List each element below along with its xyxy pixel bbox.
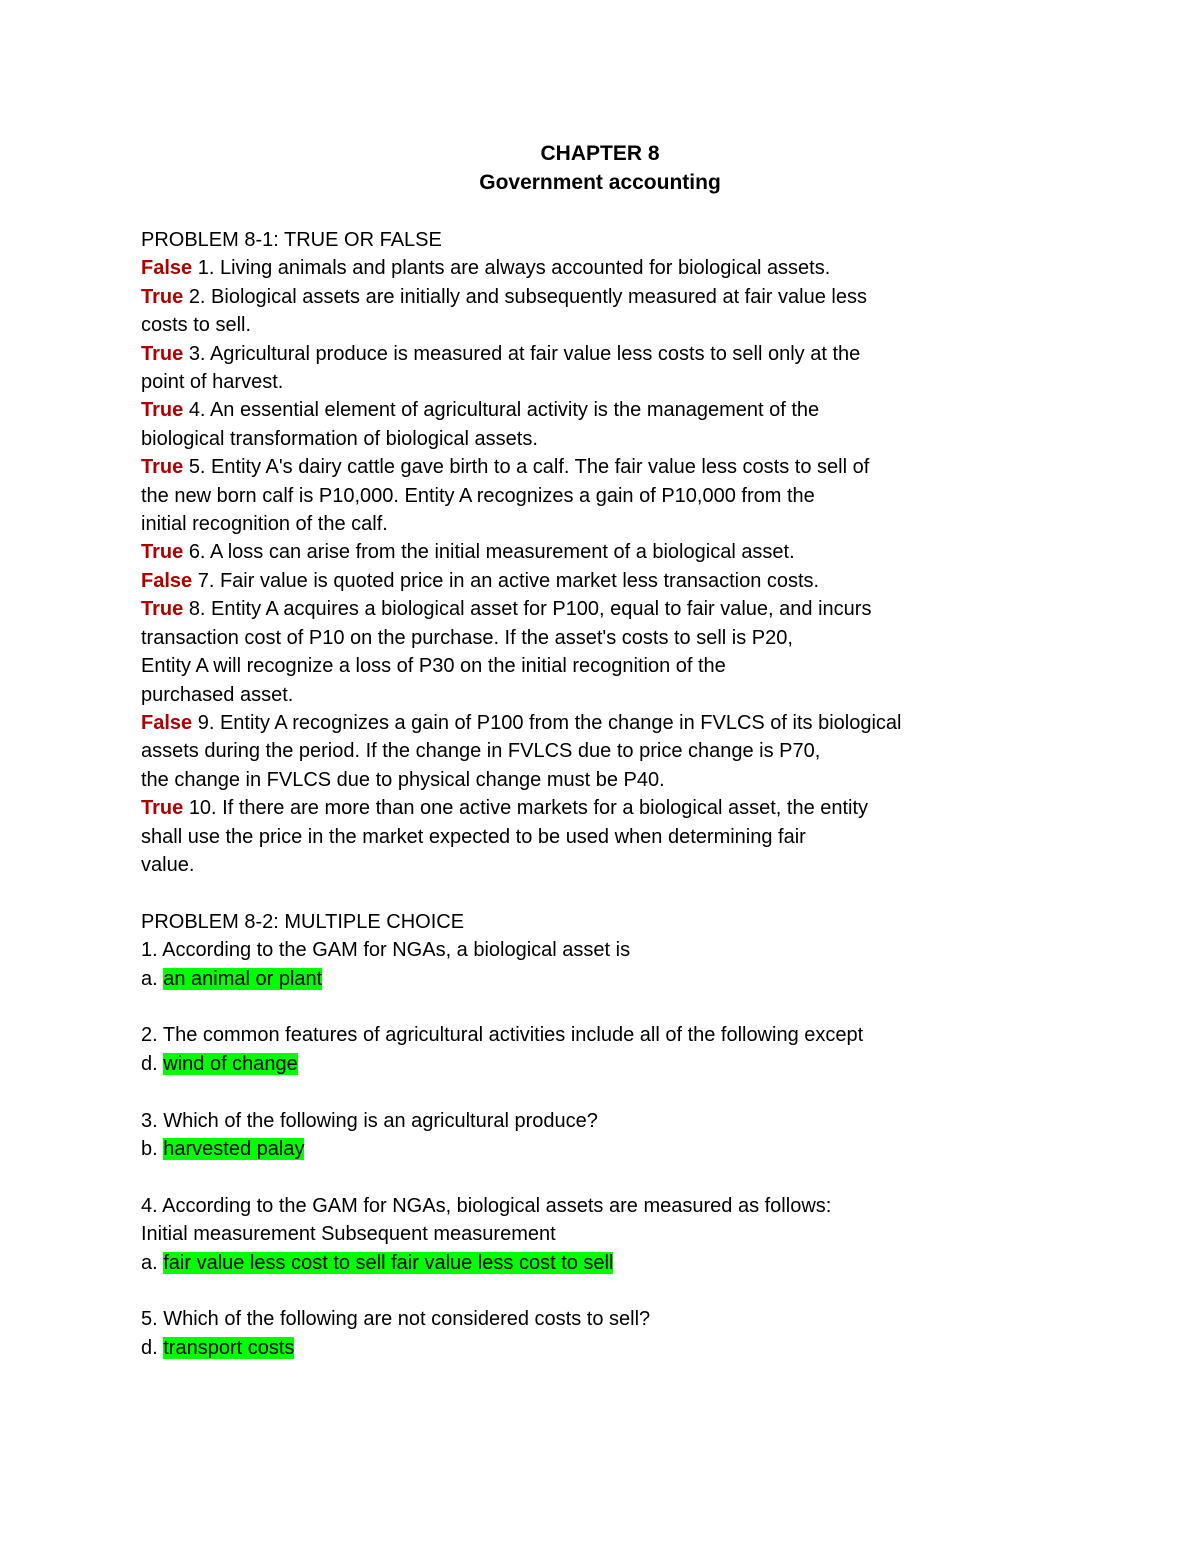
multiple-choice-item [141,1021,1041,1078]
problem-2-heading: PROBLEM 8-2: MULTIPLE CHOICE [141,910,465,933]
statement-text: 4. An essential element of agricultural activity is the management of the [188,399,820,422]
statement-text: biological transformation of biological assets. [141,427,538,450]
item-line [141,709,1041,737]
choice-letter: d. [141,1052,158,1075]
answer-label: True [141,598,184,621]
question-text: 3. Which of the following is an agricultural produce? [141,1109,598,1132]
statement-text: 10. If there are more than one active markets for a biological asset, the entity [188,797,869,820]
choice-letter: a. [141,1251,158,1274]
item-line [141,737,1041,765]
multiple-choice-item [141,1305,1041,1362]
question-text: 2. The common features of agricultural activities include all of the following except [141,1024,864,1047]
statement-text: value. [141,853,195,876]
multiple-choice-item [141,936,1041,993]
statement-text: transaction cost of P10 on the purchase. If the asset's costs to sell is P20, [141,626,793,649]
question-text: 4. According to the GAM for NGAs, biological assets are measured as follows: [141,1194,832,1217]
item-gap [141,1163,1041,1191]
answer-label: True [141,342,184,365]
item-line [141,453,1041,481]
item-line [141,311,1041,339]
statement-text: 7. Fair value is quoted price in an active market less transaction costs. [197,569,820,592]
statement-text: assets during the period. If the change in FVLCS due to price change is P70, [141,740,821,763]
item-line [141,396,1041,424]
answer-label: True [141,541,184,564]
item-line [141,624,1041,652]
item-line [141,283,1041,311]
true-false-item [141,709,1041,794]
true-false-item [141,794,1041,879]
chapter-title: CHAPTER 8 [540,142,660,165]
statement-text: point of harvest. [141,371,284,394]
item-line [141,681,1041,709]
true-false-item [141,538,1041,566]
subject-title: Government accounting [479,170,721,194]
highlighted-answer: fair value less cost to sell fair value less cost to sell [163,1251,614,1274]
answer-label: True [141,285,184,308]
item-line [141,254,1041,282]
statement-text: Entity A will recognize a loss of P30 on the initial recognition of the [141,655,726,678]
question-text: Initial measurement Subsequent measurement [141,1223,556,1246]
true-false-item [141,595,1041,709]
item-line [141,851,1041,879]
statement-text: 9. Entity A recognizes a gain of P100 from the change in FVLCS of its biological [197,711,902,734]
multiple-choice-list [141,936,1041,1362]
statement-text: initial recognition of the calf. [141,513,388,536]
item-line [141,425,1041,453]
statement-text: the change in FVLCS due to physical change must be P40. [141,768,665,791]
answer-line [141,1135,1041,1163]
item-line [141,368,1041,396]
true-false-item [141,283,1041,340]
choice-letter: b. [141,1137,158,1160]
answer-line [141,1334,1041,1362]
answer-label: True [141,456,184,479]
choice-letter: a. [141,967,158,990]
item-line [141,652,1041,680]
statement-text: 1. Living animals and plants are always accounted for biological assets. [197,257,831,280]
item-gap [141,993,1041,1021]
true-false-item [141,254,1041,282]
statement-text: 2. Biological assets are initially and subsequently measured at fair value less [188,285,867,308]
highlighted-answer: harvested palay [163,1137,305,1160]
highlighted-answer: wind of change [163,1052,298,1075]
true-false-item [141,396,1041,453]
choice-letter: d. [141,1336,158,1359]
statement-text: 8. Entity A acquires a biological asset for P100, equal to fair value, and incurs [188,598,872,621]
statement-text: the new born calf is P10,000. Entity A recognizes a gain of P10,000 from the [141,484,815,507]
statement-text: 6. A loss can arise from the initial measurement of a biological asset. [188,541,795,564]
answer-label: False [141,257,193,280]
item-line [141,482,1041,510]
item-line [141,794,1041,822]
multiple-choice-item [141,1192,1041,1277]
answer-label: True [141,797,184,820]
highlighted-answer: transport costs [163,1336,295,1359]
answer-label: False [141,569,193,592]
highlighted-answer: an animal or plant [163,967,323,990]
question-text: 5. Which of the following are not considered costs to sell? [141,1308,651,1331]
answer-line [141,1050,1041,1078]
section-gap [141,879,1041,907]
answer-label: True [141,399,184,422]
answer-label: False [141,711,193,734]
item-gap [141,1277,1041,1305]
statement-text: 3. Agricultural produce is measured at fair value less costs to sell only at the [188,342,861,365]
item-gap [141,1078,1041,1106]
true-false-list [141,254,1041,879]
answer-line [141,1249,1041,1277]
problem-1-heading: PROBLEM 8-1: TRUE OR FALSE [141,229,442,251]
true-false-item [141,453,1041,538]
statement-text: purchased asset. [141,683,294,706]
item-line [141,510,1041,538]
multiple-choice-item [141,1107,1041,1164]
document-body [141,226,1041,1362]
item-line [141,567,1041,595]
statement-text: shall use the price in the market expected to be used when determining fair [141,825,806,848]
statement-text: costs to sell. [141,314,252,337]
item-line [141,538,1041,566]
true-false-item [141,340,1041,397]
item-line [141,823,1041,851]
true-false-item [141,567,1041,595]
question-text: 1. According to the GAM for NGAs, a biological asset is [141,939,631,962]
item-line [141,766,1041,794]
answer-line [141,965,1041,993]
title-block [0,140,1200,197]
statement-text: 5. Entity A's dairy cattle gave birth to a calf. The fair value less costs to sell of [188,456,870,479]
item-line [141,595,1041,623]
item-line [141,340,1041,368]
